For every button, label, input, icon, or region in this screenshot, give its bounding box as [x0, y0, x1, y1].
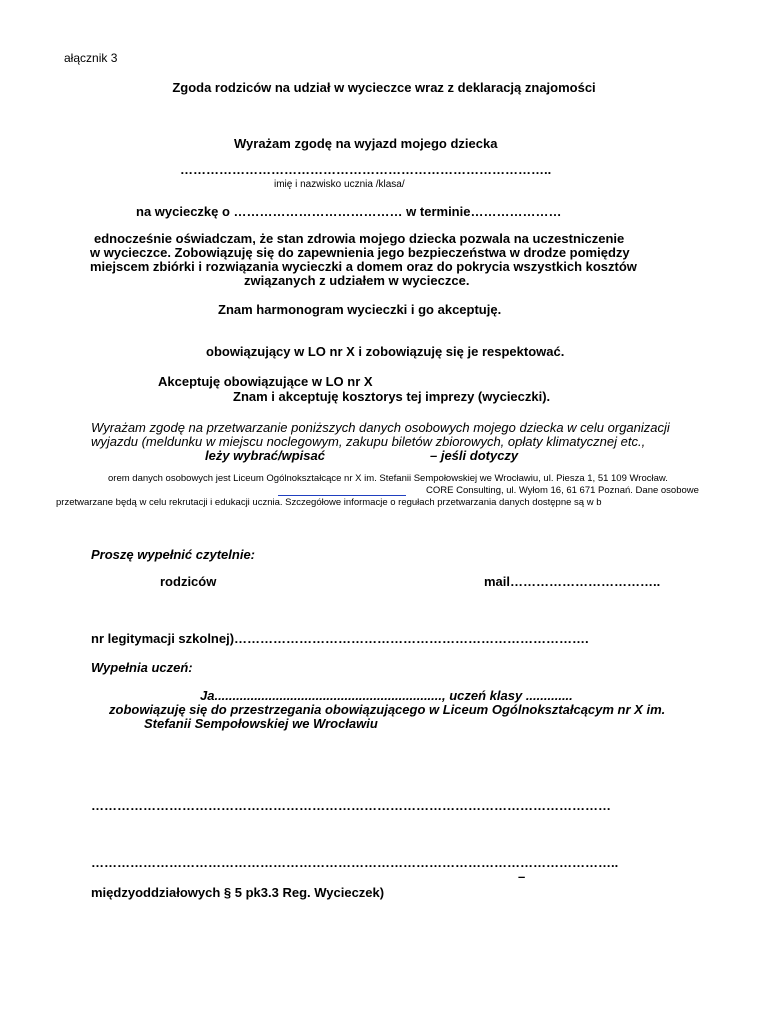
student-name-field: ………………………………………………………………………….. — [180, 162, 552, 177]
accept-costs-statement: Znam i akceptuję kosztorys tej imprezy (wycieczki). — [233, 389, 551, 404]
footer-note: międzyoddziałowych § 5 pk3.3 Reg. Wycieczek) — [91, 885, 385, 900]
gdpr-line: wyjazdu (meldunku w miejscu noclegowym, zakupu biletów zbiorowych, opłaty klimatycznej etc., — [91, 434, 646, 449]
consent-line: Wyrażam zgodę na wyjazd mojego dziecka — [234, 136, 498, 151]
document-title: Zgoda rodziców na udział w wycieczce wraz z deklaracją znajomości — [172, 80, 596, 95]
signature-line: ………………………………………………………………………………………………………….. — [91, 855, 619, 870]
data-admin-line: orem danych osobowych jest Liceum Ogólnokształcące nr X im. Stefanii Sempołowskiej we Wrocławiu, ul. Piesza 1, 51 109 Wrocław. — [108, 473, 668, 484]
student-declaration-line: zobowiązuję się do przestrzegania obowiązującego w Liceum Ogólnokształcącym nr X im. — [109, 702, 666, 717]
rules-statement: obowiązujący w LO nr X i zobowiązuję się je respektować. — [206, 344, 565, 359]
data-admin-line: CORE Consulting, ul. Wyłom 16, 61 671 Poznań. Dane osobowe — [426, 485, 699, 496]
accept-rules-statement: Akceptuję obowiązujące w LO nr X — [158, 374, 373, 389]
parents-label: rodziców — [160, 574, 217, 589]
gdpr-line: Wyrażam zgodę na przetwarzanie poniższych danych osobowych mojego dziecka w celu organizacji — [91, 420, 670, 435]
signature-dash: – — [518, 869, 526, 884]
declaration-line: ednocześnie oświadczam, że stan zdrowia mojego dziecka pozwala na uczestniczenie — [94, 231, 625, 246]
schedule-statement: Znam harmonogram wycieczki i go akceptuję. — [218, 302, 502, 317]
trip-line: na wycieczkę o ………………………………… w terminie………………… — [136, 204, 562, 219]
student-section-heading: Wypełnia uczeń: — [91, 660, 193, 675]
email-link-underline — [278, 495, 406, 496]
declaration-line: związanych z udziałem w wycieczce. — [244, 273, 470, 288]
student-name-caption: imię i nazwisko ucznia /klasa/ — [274, 179, 405, 190]
student-declaration-line: Stefanii Sempołowskiej we Wrocławiu — [144, 716, 378, 731]
signature-line: ………………………………………………………………………………………………………… — [91, 798, 611, 813]
declaration-line: miejscem zbiórki i rozwiązania wycieczki a domem oraz do pokrycia wszystkich kosztów — [90, 259, 637, 274]
data-admin-line: przetwarzane będą w celu rekrutacji i edukacji ucznia. Szczegółowe informacje o regułach przetwarzania danych dostępne są w b — [56, 497, 602, 508]
gdpr-line: – jeśli dotyczy — [430, 448, 519, 463]
student-declaration-line: Ja..............................................................., uczeń klasy ............. — [200, 688, 573, 703]
form-heading: Proszę wypełnić czytelnie: — [91, 547, 256, 562]
student-id-field: nr legitymacji szkolnej)………………………………………………………………………. — [91, 631, 589, 646]
mail-field: mail…………………………….. — [484, 574, 661, 589]
attachment-label: ałącznik 3 — [64, 51, 118, 65]
declaration-line: w wycieczce. Zobowiązuję się do zapewnienia jego bezpieczeństwa w drodze pomiędzy — [90, 245, 630, 260]
gdpr-line: leży wybrać/wpisać — [205, 448, 325, 463]
